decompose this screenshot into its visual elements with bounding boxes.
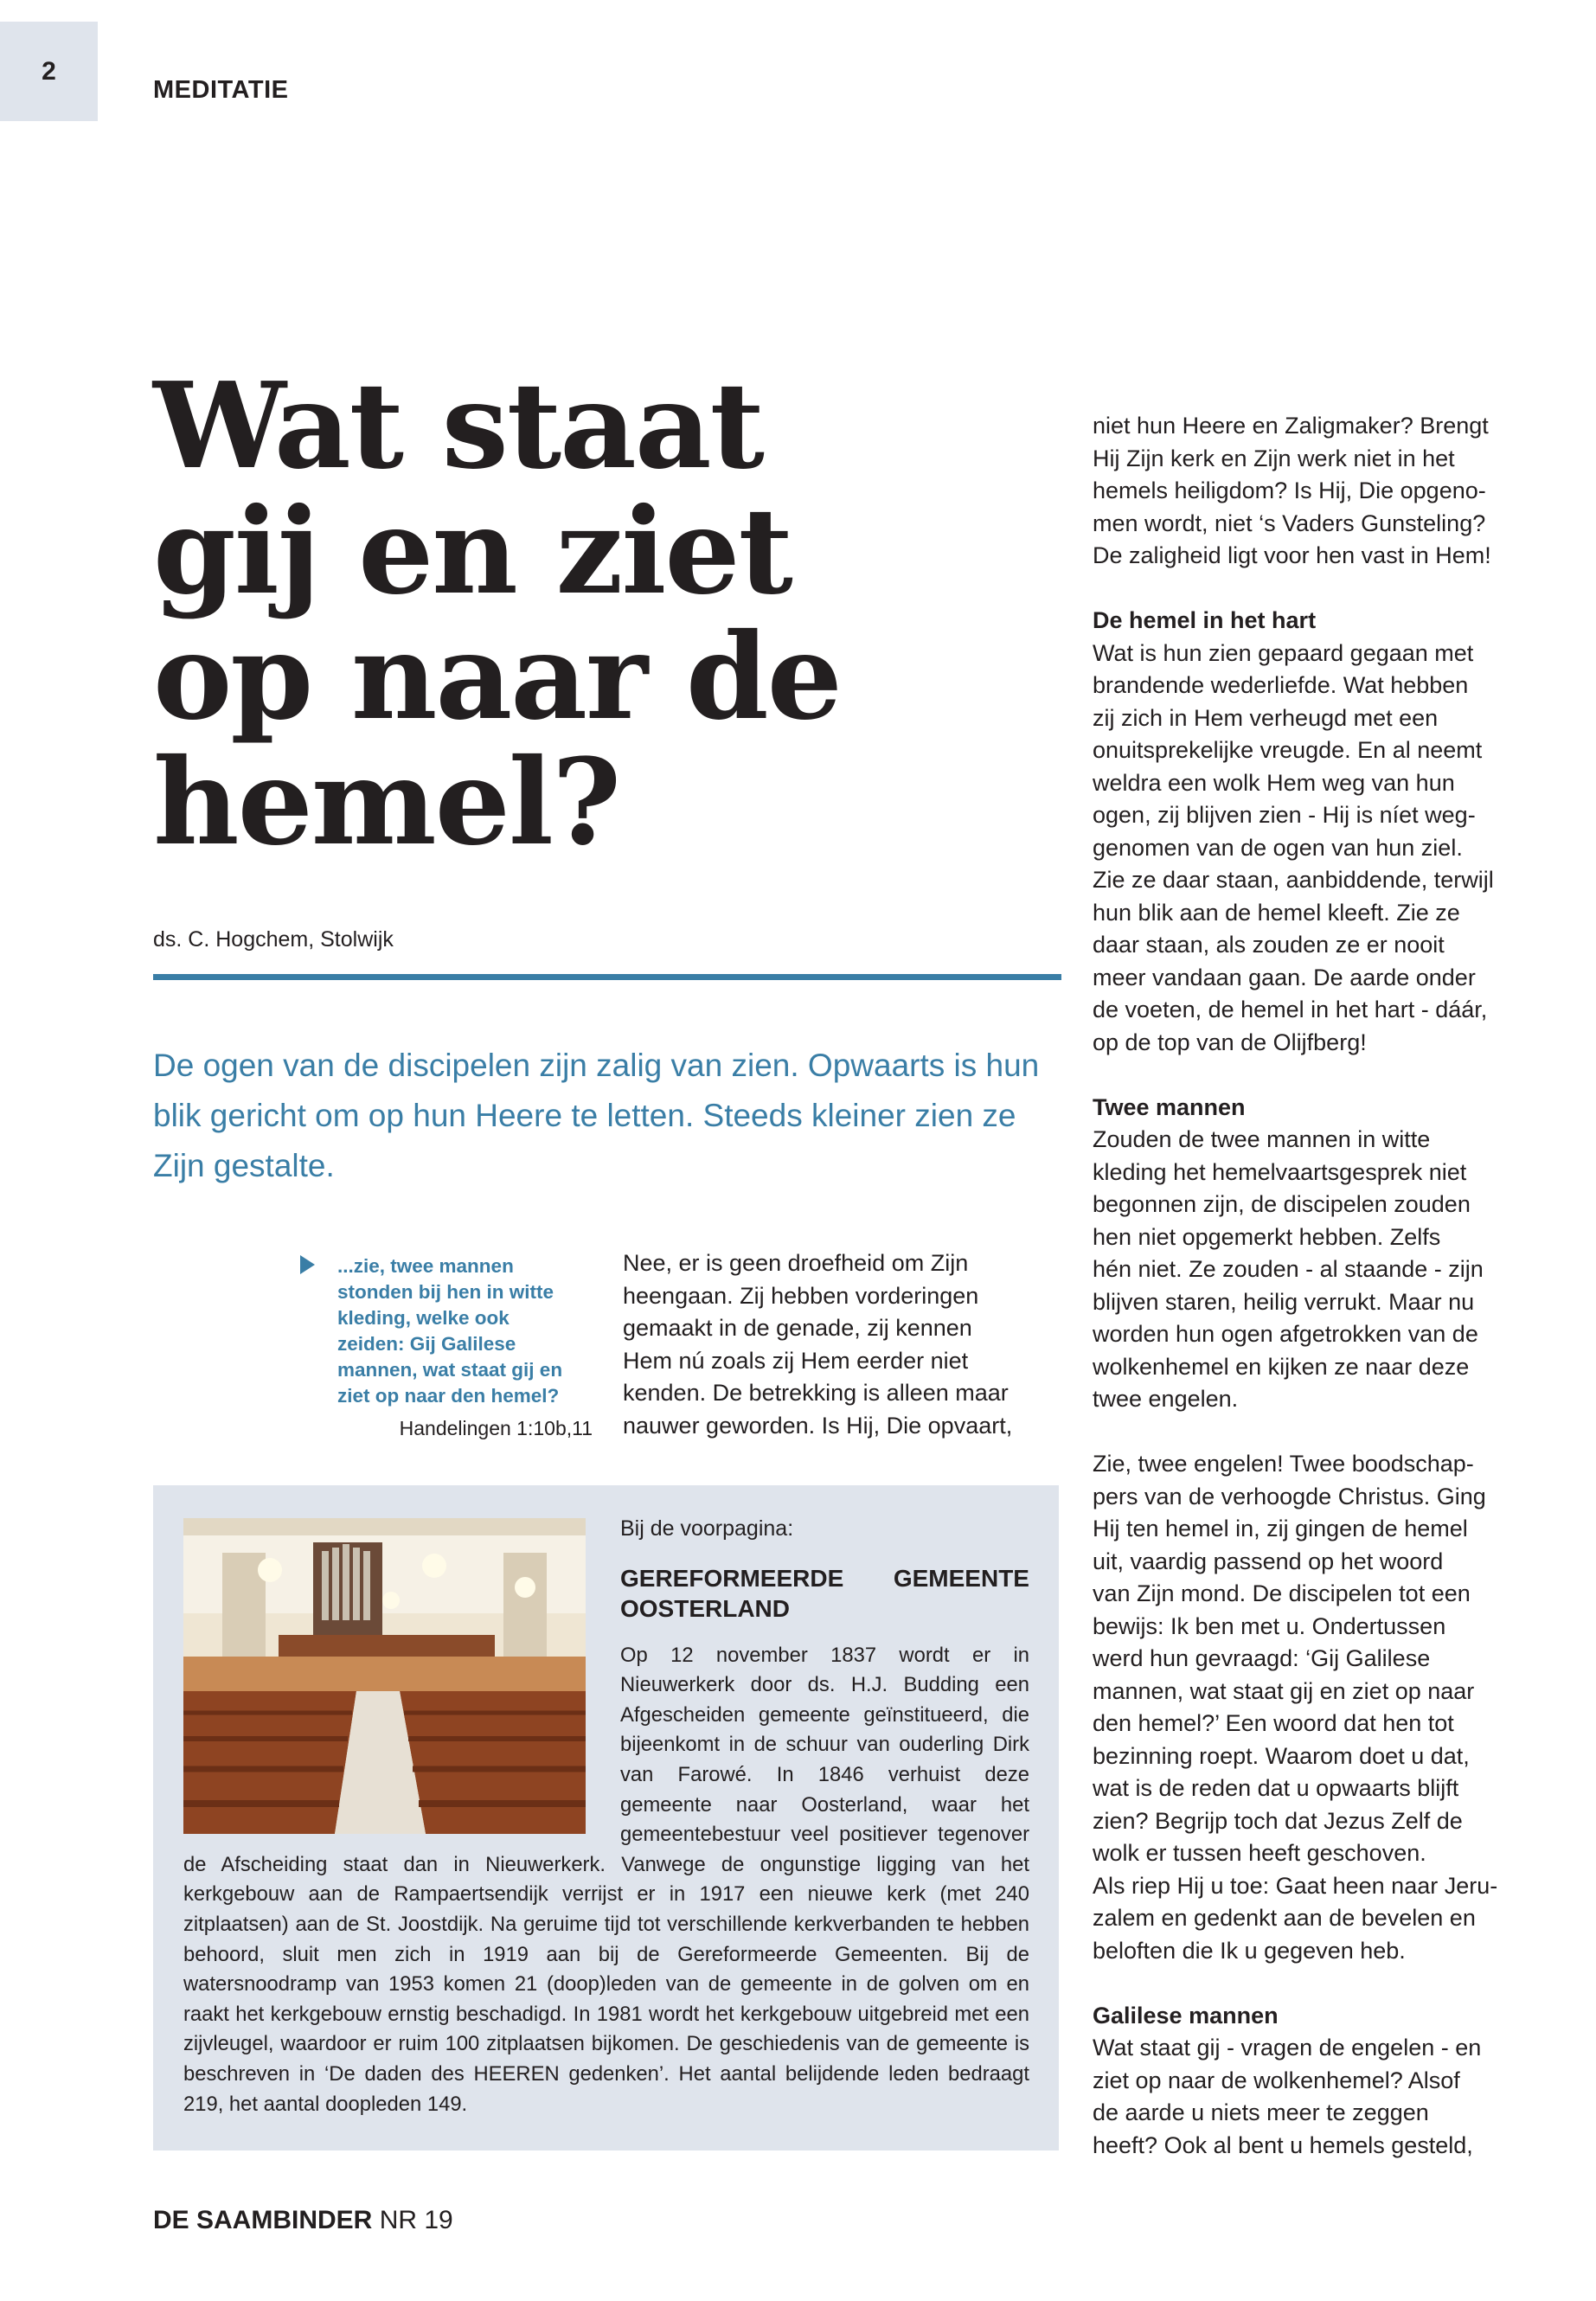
magazine-name: DE SAAMBINDER xyxy=(153,2206,373,2234)
body-line: meer vandaan gaan. De aarde onder xyxy=(1093,964,1476,990)
body-line: wat is de reden dat u opwaarts blijft xyxy=(1093,1775,1459,1801)
body-line: Wat is hun zien gepaard gegaan met xyxy=(1093,639,1474,666)
body-line: wolkenhemel en kijken ze naar deze xyxy=(1093,1353,1470,1380)
body-line: zij zich in Hem verheugd met een xyxy=(1093,704,1439,731)
body-line: bewijs: Ik ben met u. Ondertussen xyxy=(1093,1612,1446,1639)
body-line: zalem en gedenkt aan de bevelen en xyxy=(1093,1905,1476,1931)
bible-quote-line: kleding, welke ook xyxy=(337,1307,510,1329)
body-line: uit, vaardig passend op het woord xyxy=(1093,1548,1444,1574)
author-byline: ds. C. Hogchem, Stolwijk xyxy=(153,927,394,952)
body-line: onuitsprekelijke vreugde. En al neemt xyxy=(1093,737,1483,763)
article-title xyxy=(153,356,1044,872)
body-line: heengaan. Zij hebben vorderingen xyxy=(623,1282,979,1309)
body-line: hén niet. Ze zouden - al staande - zijn xyxy=(1093,1256,1484,1282)
bible-quote-line: mannen, wat staat gij en xyxy=(337,1359,563,1381)
body-line: ziet op naar de wolkenhemel? Alsof xyxy=(1093,2067,1460,2093)
article-title-line: Wat staat xyxy=(153,356,763,496)
bible-quote-line: zeiden: Gij Galilese xyxy=(337,1333,516,1355)
body-line: men wordt, niet ‘s Vaders Gunsteling? xyxy=(1093,510,1486,536)
body-line: worden hun ogen afgetrokken van de xyxy=(1093,1321,1478,1347)
body-line: daar staan, als zouden ze er nooit xyxy=(1093,932,1445,958)
body-line: bezinning roept. Waarom doet u dat, xyxy=(1093,1742,1470,1769)
paragraph xyxy=(1093,2000,1577,2163)
bible-quote-line: ...zie, twee mannen xyxy=(337,1255,514,1277)
cover-history-text: Op 12 november 1837 wordt er in Nieuwerkerk door ds. H.J. Budding een Afgescheiden gemeente geïnstitueerd, die bijeenkomt in de schuur van ouderling Dirk van Farowé. In 1846 verhuist deze gemeente naar Oosterland, waar het gemeentebestuur veel positiever tegenover de Afscheiding staat dan in Nieuwerkerk. Vanwege de ongunstige ligging van het kerkgebouw aan de Rampaertsendijk verrijst er in 1917 een nieuwe kerk (met 240 zitplaatsen) aan de St. Joostdijk. Na geruime tijd tot verschillende kerkverbanden te hebben behoord, sluit men zich in 1919 aan bij de Gereformeerde Gemeenten. Bij de watersnoodramp van 1953 komen 21 (doop)leden van de gemeente in de golven om en raakt het kerkgebouw ernstig beschadigd. In 1981 wordt het kerkgebouw uitgebreid met een zijvleugel, waardoor er ruim 100 zitplaatsen bijkomen. De geschiedenis van de gemeente is beschreven in ‘De daden des HEEREN gedenken’. Het aantal belijdende leden bedraagt 219, het aantal doopleden 149. xyxy=(183,1643,1029,2116)
cover-info-content xyxy=(183,1514,1029,2119)
body-line: twee engelen. xyxy=(1093,1386,1239,1412)
body-line: ogen, zij blijven zien - Hij is níet weg- xyxy=(1093,802,1476,828)
subheading: Twee mannen xyxy=(1093,1093,1246,1120)
body-line: hemels heiligdom? Is Hij, Die opgeno- xyxy=(1093,478,1486,503)
body-line: begonnen zijn, de discipelen zouden xyxy=(1093,1191,1471,1217)
body-line: kenden. De betrekking is alleen maar xyxy=(623,1380,1009,1406)
body-line: De zaligheid ligt voor hen vast in Hem! xyxy=(1093,542,1491,568)
body-line: hen niet opgemerkt hebben. Zelfs xyxy=(1093,1223,1441,1250)
body-line: brandende wederliefde. Wat hebben xyxy=(1093,672,1469,698)
body-line: genomen van de ogen van hun ziel. xyxy=(1093,834,1463,861)
footer-magazine-info xyxy=(153,2206,453,2235)
cover-kicker: Bij de voorpagina: xyxy=(620,1516,794,1541)
church-interior-photo xyxy=(183,1518,586,1834)
body-line: van Zijn mond. De discipelen tot een xyxy=(1093,1580,1471,1606)
section-label: MEDITATIE xyxy=(153,76,289,104)
bible-reference: Handelingen 1:10b,11 xyxy=(399,1417,593,1439)
body-line: niet hun Heere en Zaligmaker? Brengt xyxy=(1093,413,1489,439)
body-line: heeft? Ook al bent u hemels gesteld, xyxy=(1093,2131,1473,2158)
body-line: blijven staren, heilig verrukt. Maar nu xyxy=(1093,1288,1475,1315)
article-title-line: gij en ziet xyxy=(153,482,792,621)
paragraph xyxy=(1093,1448,1577,1967)
paragraph xyxy=(1093,410,1577,573)
bible-quote-line: ziet op naar den hemel? xyxy=(337,1385,560,1407)
divider-rule xyxy=(153,974,1061,980)
body-line: beloften die Ik u gegeven heb. xyxy=(1093,1937,1406,1964)
bible-quote-line: stonden bij hen in witte xyxy=(337,1281,554,1303)
body-line: weldra een wolk Hem weg van hun xyxy=(1093,769,1455,796)
church-interior-illustration xyxy=(183,1518,586,1834)
body-line: den hemel?’ Een woord dat hen tot xyxy=(1093,1710,1454,1736)
body-line: de voeten, de hemel in het hart - dáár, xyxy=(1093,997,1488,1022)
body-line: Zie ze daar staan, aanbiddende, terwijl xyxy=(1093,867,1494,893)
body-line: werd hun gevraagd: ‘Gij Galilese xyxy=(1093,1645,1431,1671)
subheading: Galilese mannen xyxy=(1093,2002,1279,2029)
page-number: 2 xyxy=(42,57,56,86)
body-column-2 xyxy=(623,1247,1064,1442)
body-line: Wat staat gij - vragen de engelen - en xyxy=(1093,2035,1482,2061)
article-title-line: op naar de xyxy=(153,607,841,747)
body-line: op de top van de Olijfberg! xyxy=(1093,1029,1367,1055)
body-line: Zie, twee engelen! Twee boodschap- xyxy=(1093,1451,1474,1477)
article-intro: De ogen van de discipelen zijn zalig van zien. Opwaarts is hun blik gericht om op hun Heere te letten. Steeds kleiner zien ze Zijn gestalte. xyxy=(153,1048,1040,1183)
body-line: de aarde u niets meer te zeggen xyxy=(1093,2099,1429,2125)
body-line: kleding het hemelvaartsgesprek niet xyxy=(1093,1158,1467,1185)
body-column-3 xyxy=(1093,410,1577,2195)
paragraph xyxy=(1093,1092,1577,1416)
issue-number: NR 19 xyxy=(379,2206,453,2234)
bible-quote xyxy=(337,1253,597,1409)
triangle-marker-icon xyxy=(300,1255,315,1274)
paragraph xyxy=(1093,605,1577,1059)
body-line: zien? Begrijp toch dat Jezus Zelf de xyxy=(1093,1807,1463,1834)
body-line: pers van de verhoogde Christus. Ging xyxy=(1093,1483,1486,1509)
subheading: De hemel in het hart xyxy=(1093,607,1317,633)
body-line: Nee, er is geen droefheid om Zijn xyxy=(623,1250,969,1276)
body-line: wolk er tussen heeft geschoven. xyxy=(1093,1840,1426,1866)
body-line: nauwer geworden. Is Hij, Die opvaart, xyxy=(623,1412,1013,1439)
body-line: Hij ten hemel in, zij gingen de hemel xyxy=(1093,1516,1468,1541)
body-line: Hem nú zoals zij Hem eerder niet xyxy=(623,1347,969,1374)
body-line: gemaakt in de genade, zij kennen xyxy=(623,1315,972,1341)
body-line: mannen, wat staat gij en ziet op naar xyxy=(1093,1677,1475,1704)
article-title-line: hemel? xyxy=(153,733,620,872)
cover-title: GEREFORMEERDE GEMEENTE OOSTERLAND xyxy=(620,1564,1029,1622)
body-line: Hij Zijn kerk en Zijn werk niet in het xyxy=(1093,445,1455,471)
body-line: Als riep Hij u toe: Gaat heen naar Jeru- xyxy=(1093,1872,1498,1899)
body-line: Zouden de twee mannen in witte xyxy=(1093,1126,1431,1152)
body-line: hun blik aan de hemel kleeft. Zie ze xyxy=(1093,899,1460,926)
